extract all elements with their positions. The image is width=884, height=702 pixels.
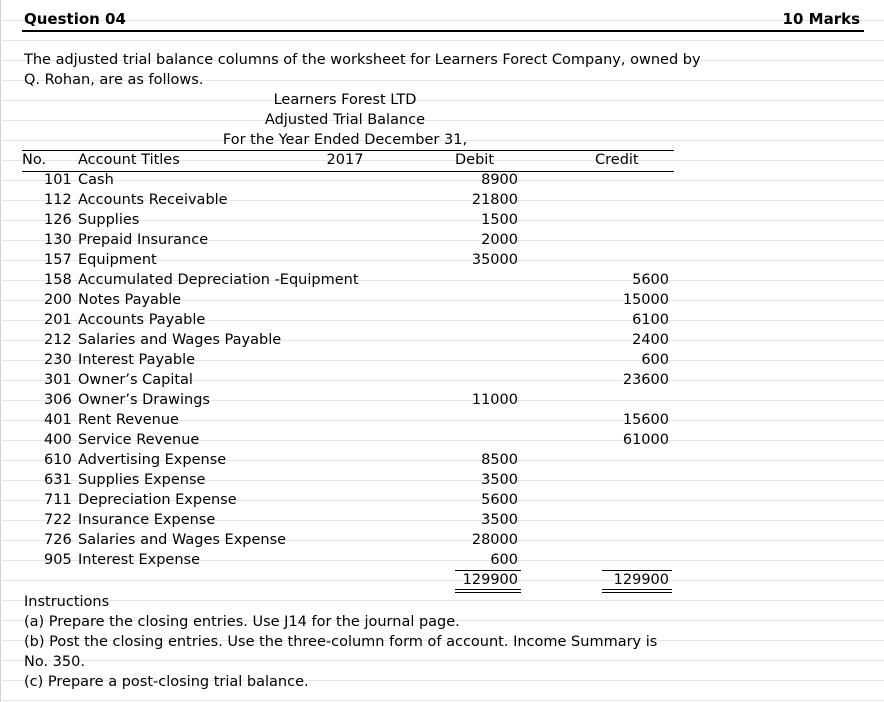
account-no: 130 <box>44 232 72 248</box>
header-account-titles: Account Titles <box>78 152 180 168</box>
debit-amount: 21800 <box>471 192 518 208</box>
account-title: Owner’s Drawings <box>78 392 210 408</box>
account-no: 101 <box>44 172 72 188</box>
account-no: 306 <box>44 392 72 408</box>
account-no: 722 <box>44 512 72 528</box>
debit-amount: 11000 <box>471 392 518 408</box>
account-title: Interest Payable <box>78 352 196 368</box>
table-row <box>22 530 674 550</box>
instructions <box>24 592 684 692</box>
table-row <box>22 370 674 390</box>
account-no: 230 <box>44 352 72 368</box>
account-no: 157 <box>44 252 72 268</box>
account-no: 631 <box>44 472 72 488</box>
account-no: 112 <box>44 192 72 208</box>
account-no: 301 <box>44 372 72 388</box>
gridline <box>0 20 884 21</box>
table-row <box>22 290 674 310</box>
account-no: 400 <box>44 432 72 448</box>
table-row <box>22 230 674 250</box>
debit-amount: 3500 <box>481 472 518 488</box>
table-row <box>22 250 674 270</box>
company-name: Learners Forest LTD <box>273 92 417 108</box>
account-title: Equipment <box>78 252 157 268</box>
account-title: Supplies <box>78 212 140 228</box>
table-row <box>22 430 674 450</box>
credit-amount: 23600 <box>622 372 669 388</box>
account-title: Rent Revenue <box>78 412 179 428</box>
account-title: Interest Expense <box>78 552 201 568</box>
totals-row <box>22 570 674 590</box>
intro-paragraph: The adjusted trial balance columns of the worksheet for Learners Forect Company, owned by Q. Rohan, are as follows. <box>24 52 701 88</box>
debit-amount: 600 <box>490 552 518 568</box>
account-title: Prepaid Insurance <box>78 232 209 248</box>
account-title: Depreciation Expense <box>78 492 237 508</box>
account-title: Owner’s Capital <box>78 372 193 388</box>
debit-amount: 1500 <box>481 212 518 228</box>
account-no: 200 <box>44 292 72 308</box>
header-no: No. <box>22 152 47 168</box>
debit-amount: 8500 <box>481 452 518 468</box>
account-title: Salaries and Wages Payable <box>78 332 282 348</box>
statement-period: For the Year Ended December 31, 2017 <box>222 132 468 168</box>
account-no: 711 <box>44 492 72 508</box>
table-row <box>22 310 674 330</box>
credit-amount: 61000 <box>622 432 669 448</box>
credit-double-rule-1 <box>602 589 672 590</box>
table-row <box>22 350 674 370</box>
debit-amount: 3500 <box>481 512 518 528</box>
table-row <box>22 330 674 350</box>
credit-amount: 15000 <box>622 292 669 308</box>
credit-amount: 2400 <box>632 332 669 348</box>
account-title: Cash <box>78 172 114 188</box>
total-debit: 129900 <box>462 572 518 588</box>
question-title: Question 04 <box>24 10 126 28</box>
credit-amount: 5600 <box>632 272 669 288</box>
account-title: Service Revenue <box>78 432 200 448</box>
account-no: 212 <box>44 332 72 348</box>
table-row <box>22 410 674 430</box>
account-title: Accounts Receivable <box>78 192 228 208</box>
account-no: 726 <box>44 532 72 548</box>
debit-amount: 8900 <box>481 172 518 188</box>
total-credit: 129900 <box>613 572 669 588</box>
debit-amount: 2000 <box>481 232 518 248</box>
account-title: Supplies Expense <box>78 472 206 488</box>
table-row <box>22 270 674 290</box>
account-title: Accumulated Depreciation -Equipment <box>78 272 359 288</box>
instruction-b: (b) Post the closing entries. Use the three-column form of account. Income Summary is No. 350. <box>24 634 658 670</box>
debit-amount: 28000 <box>471 532 518 548</box>
account-title: Accounts Payable <box>78 312 206 328</box>
title-underline <box>22 30 864 32</box>
credit-amount: 600 <box>641 352 669 368</box>
table-row <box>22 190 674 210</box>
table-row <box>22 490 674 510</box>
account-no: 126 <box>44 212 72 228</box>
gridline <box>0 40 884 41</box>
account-no: 905 <box>44 552 72 568</box>
table-row <box>22 470 674 490</box>
header-debit: Debit <box>455 152 495 168</box>
statement-name: Adjusted Trial Balance <box>264 112 426 128</box>
header-credit: Credit <box>595 152 639 168</box>
table-row <box>22 510 674 530</box>
table-row <box>22 550 674 570</box>
instructions-heading: Instructions <box>24 594 110 610</box>
sheet-left-border <box>0 0 1 702</box>
account-no: 401 <box>44 412 72 428</box>
account-no: 201 <box>44 312 72 328</box>
account-title: Notes Payable <box>78 292 182 308</box>
account-title: Salaries and Wages Expense <box>78 532 287 548</box>
table-header <box>22 150 674 172</box>
account-no: 610 <box>44 452 72 468</box>
table-row <box>22 170 674 190</box>
instruction-c: (c) Prepare a post-closing trial balance. <box>24 674 309 690</box>
account-title: Insurance Expense <box>78 512 216 528</box>
account-no: 158 <box>44 272 72 288</box>
credit-amount: 15600 <box>622 412 669 428</box>
debit-double-rule-1 <box>455 589 521 590</box>
instruction-a: (a) Prepare the closing entries. Use J14 for the journal page. <box>24 614 460 630</box>
debit-amount: 5600 <box>481 492 518 508</box>
table-row <box>22 390 674 410</box>
table-row <box>22 450 674 470</box>
account-title: Advertising Expense <box>78 452 227 468</box>
debit-amount: 35000 <box>471 252 518 268</box>
gridline <box>0 700 884 701</box>
credit-amount: 6100 <box>632 312 669 328</box>
question-marks: 10 Marks <box>782 10 860 28</box>
table-row <box>22 210 674 230</box>
